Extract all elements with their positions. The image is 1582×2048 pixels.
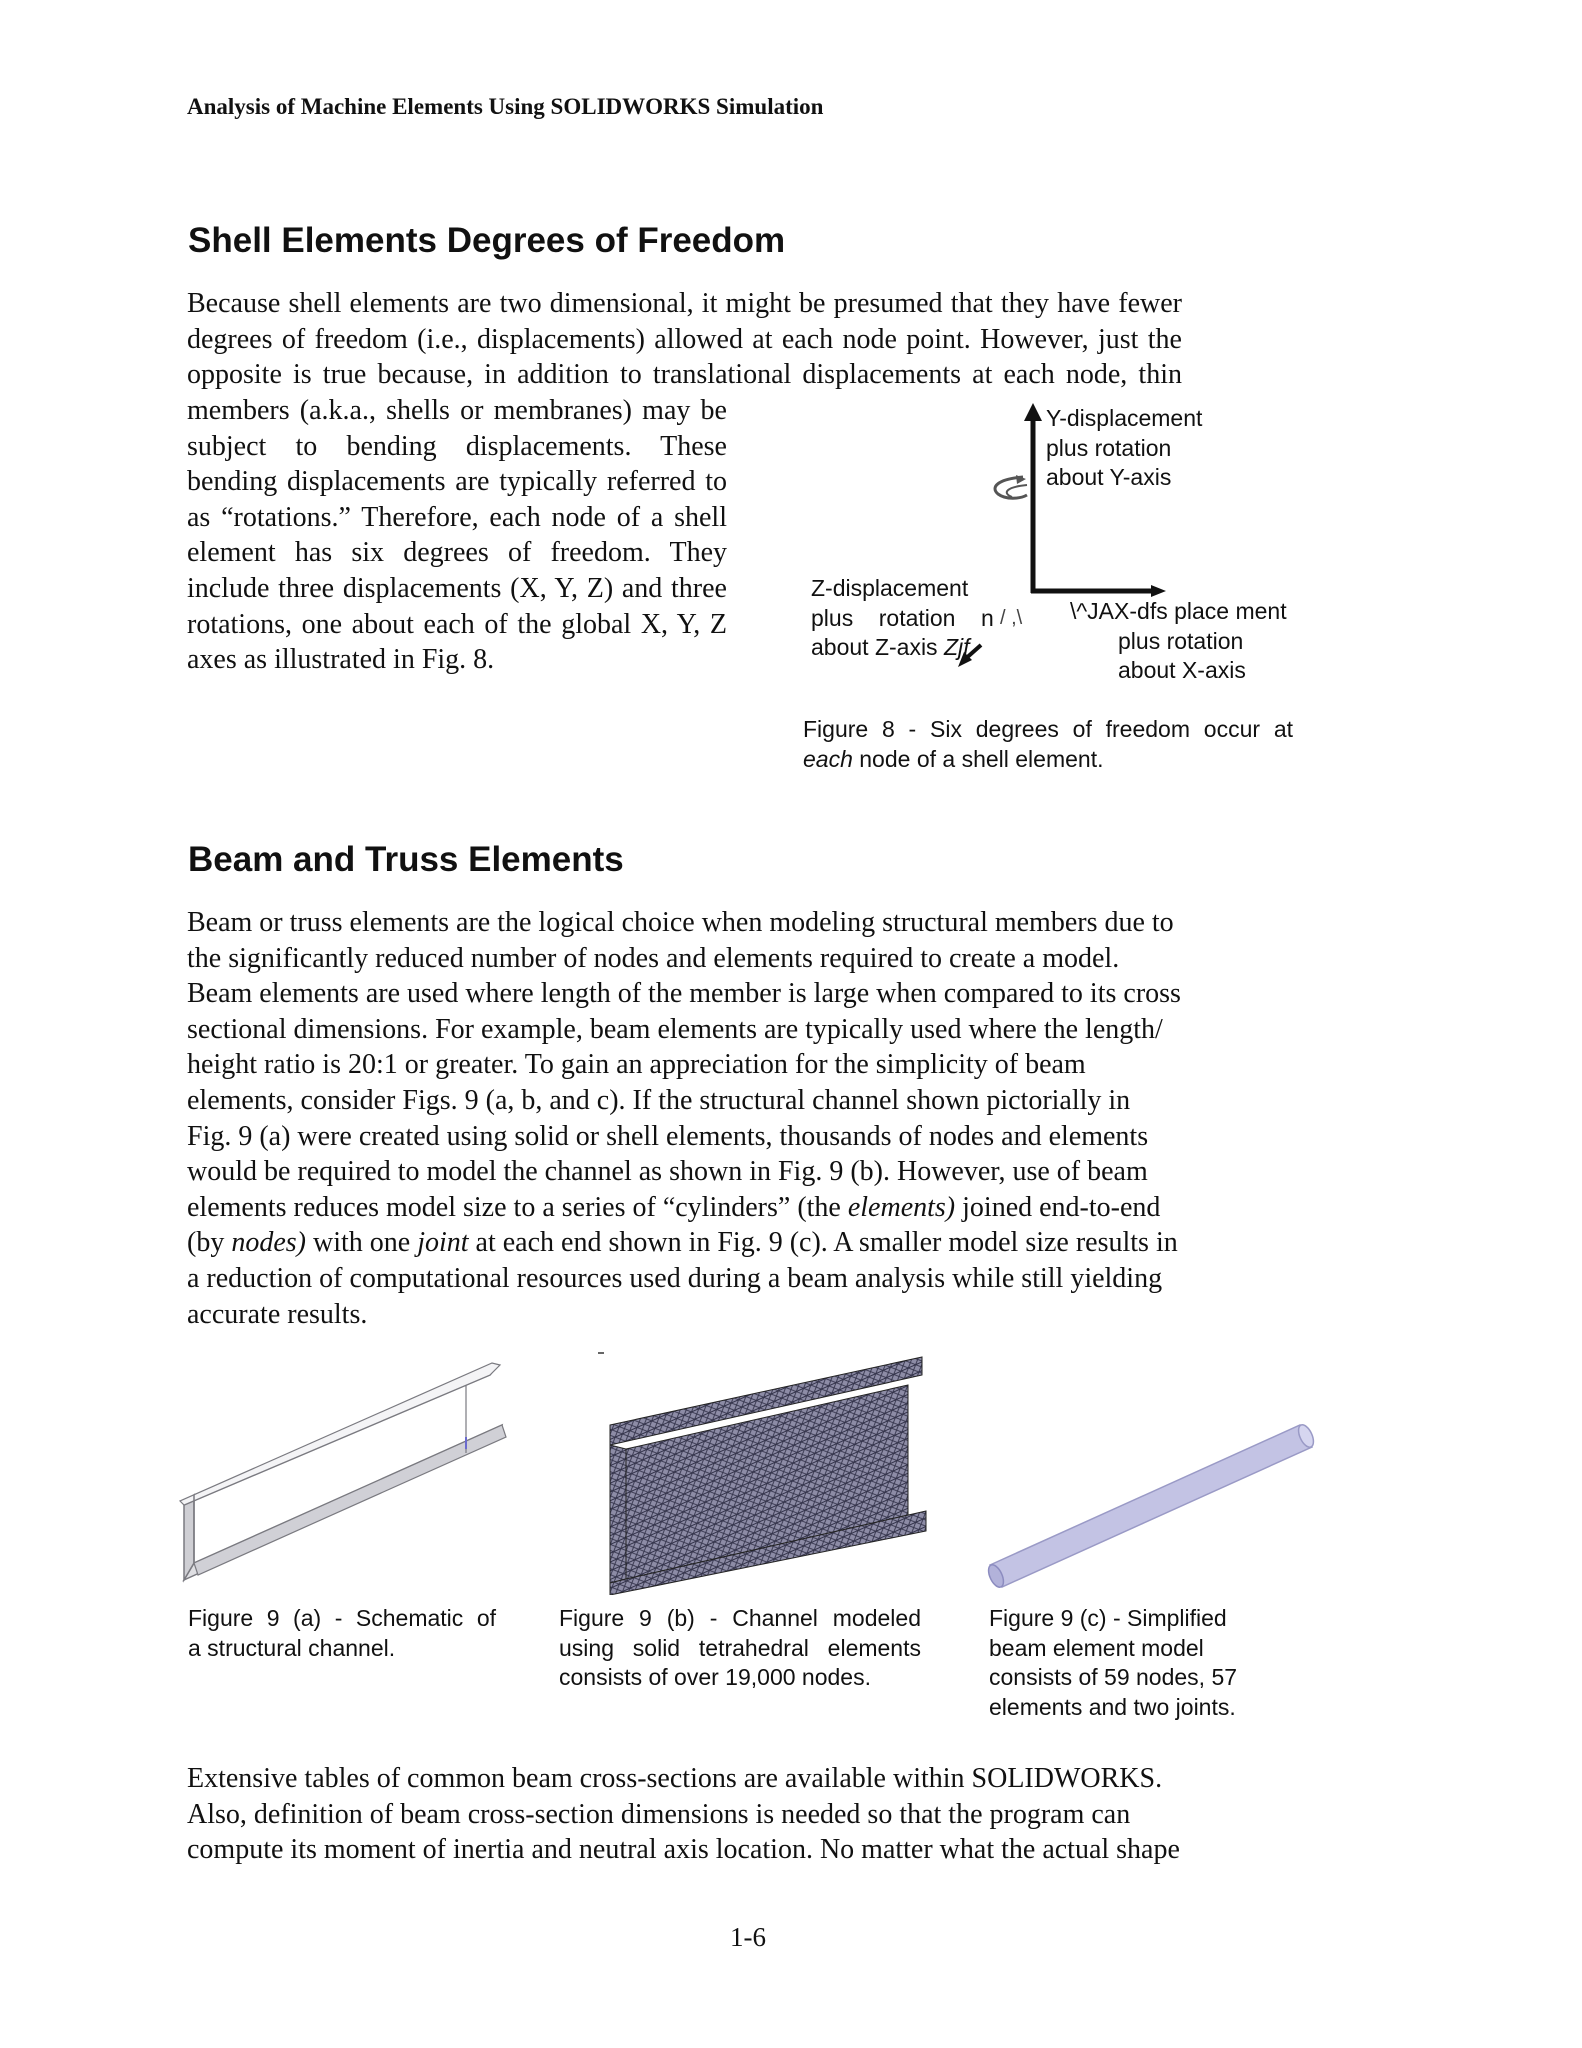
paragraph-line: (by nodes) with one joint at each end shown in Fig. 9 (c). A smaller model size results in: [187, 1227, 1178, 1259]
paragraph-line: sectional dimensions. For example, beam elements are typically used where the length/: [187, 1013, 1163, 1045]
paragraph-line: accurate results.: [187, 1298, 368, 1330]
paragraph-line: elements, consider Figs. 9 (a, b, and c). If the structural channel shown pictorially in: [187, 1084, 1131, 1116]
paragraph-line: height ratio is 20:1 or greater. To gain an appreciation for the simplicity of beam: [187, 1049, 1086, 1081]
y-axis-arrow-icon: [1024, 403, 1042, 593]
paragraph-line: opposite is true because, in addition to translational displacements at each node, thin: [187, 359, 1182, 391]
figure-8-caption: Figure 8 - Six degrees of freedom occur at each node of a shell element.: [803, 716, 1293, 772]
paragraph-line: Fig. 9 (a) were created using solid or shell elements, thousands of nodes and elements: [187, 1120, 1149, 1152]
running-header: Analysis of Machine Elements Using SOLIDWORKS Simulation: [187, 94, 824, 119]
z-axis-glyphs: / ,\: [1000, 607, 1023, 629]
figure-9b-caption: Figure 9 (b) - Channel modeled using solid tetrahedral elements consists of over 19,000 nodes.: [559, 1605, 921, 1690]
section1-paragraph-narrow: [187, 393, 727, 678]
x-axis-label: \^JAX-dfs place ment plus rotation about X-axis: [1070, 598, 1287, 683]
section-heading-shell-dof: Shell Elements Degrees of Freedom: [188, 221, 786, 260]
closing-paragraph: [187, 1761, 1197, 1868]
figure-9a-channel-image: [170, 1345, 520, 1595]
page-number: 1-6: [730, 1922, 766, 1952]
paragraph-line: Extensive tables of common beam cross-sections are available within SOLIDWORKS.: [187, 1763, 1163, 1794]
paragraph-line: elements reduces model size to a series of “cylinders” (the elements) joined end-to-end: [187, 1191, 1161, 1223]
paragraph-line: the significantly reduced number of nodes and elements required to create a model.: [187, 942, 1120, 974]
paragraph-line: rotations, one about each of the global X, Y, Z: [187, 608, 727, 640]
paragraph-line: subject to bending displacements. These: [187, 430, 727, 462]
paragraph-line: include three displacements (X, Y, Z) and three: [187, 572, 727, 604]
y-axis-label: Y-displacement plus rotation about Y-axis: [1046, 405, 1203, 490]
section1-paragraph-full: [187, 286, 1182, 393]
section-heading-beam-truss: Beam and Truss Elements: [188, 840, 624, 879]
figure-9c-caption: Figure 9 (c) - Simplified beam element model consists of 59 nodes, 57 elements and two joints.: [989, 1605, 1238, 1720]
paragraph-line: Beam elements are used where length of the member is large when compared to its cross: [187, 978, 1181, 1010]
x-axis-arrow-icon: [1031, 585, 1166, 597]
figure-9c-beam-image: [980, 1395, 1320, 1595]
paragraph-line: compute its moment of inertia and neutral axis location. No matter what the actual shape: [187, 1834, 1180, 1866]
paragraph-line: Also, definition of beam cross-section dimensions is needed so that the program can: [187, 1798, 1131, 1830]
paragraph-line: would be required to model the channel as shown in Fig. 9 (b). However, use of beam: [187, 1156, 1148, 1188]
paragraph-line: axes as illustrated in Fig. 8.: [187, 644, 495, 676]
rotation-arrow-icon: [995, 475, 1027, 498]
paragraph-line: bending displacements are typically referred to: [187, 466, 727, 498]
paragraph-line: element has six degrees of freedom. They: [187, 537, 727, 569]
section2-paragraph: [187, 905, 1197, 1332]
paragraph-line: as “rotations.” Therefore, each node of a shell: [187, 501, 727, 533]
figure-9b-mesh-image: [596, 1345, 936, 1595]
figure-8-diagram: [780, 395, 1320, 695]
paragraph-line: Beam or truss elements are the logical choice when modeling structural members due to: [187, 907, 1174, 938]
z-axis-label: Z-displacement plus rotation n about Z-axis Zjf: [811, 575, 994, 660]
paragraph-line: degrees of freedom (i.e., displacements) allowed at each node point. However, just the: [187, 323, 1182, 355]
paragraph-line: Because shell elements are two dimensional, it might be presumed that they have fewer: [187, 288, 1182, 319]
paragraph-line: a reduction of computational resources used during a beam analysis while still yielding: [187, 1262, 1163, 1294]
paragraph-line: members (a.k.a., shells or membranes) may be: [187, 395, 727, 426]
figure-9a-caption: Figure 9 (a) - Schematic of a structural channel.: [188, 1605, 496, 1661]
